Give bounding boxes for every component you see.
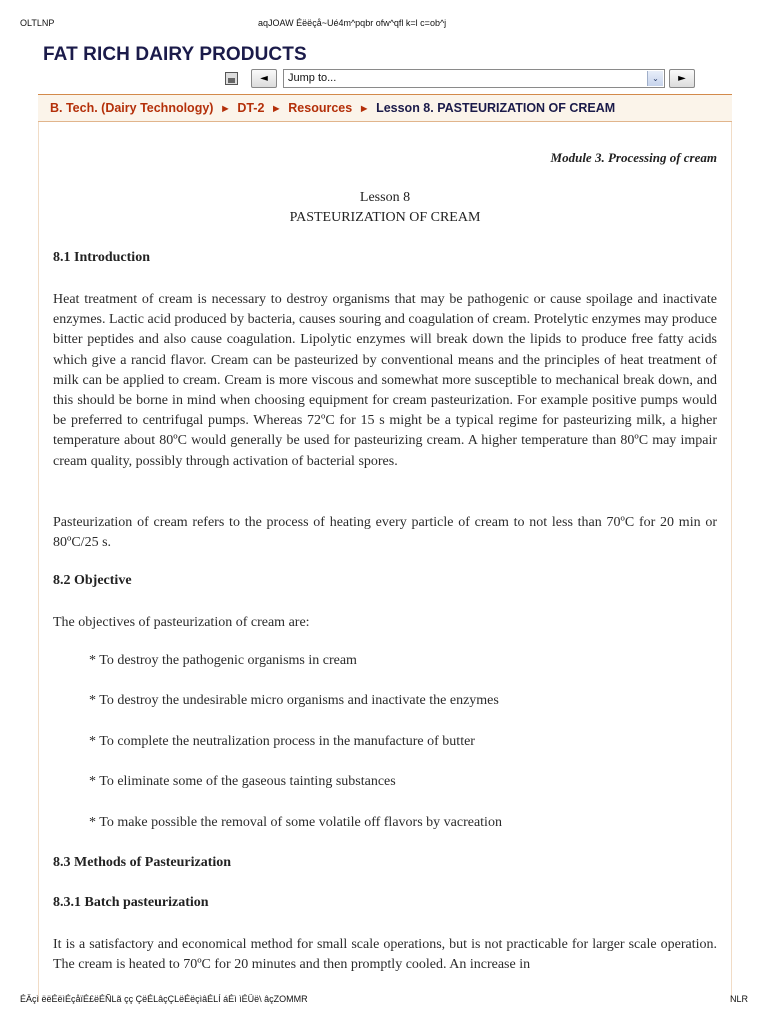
objective-item: * To destroy the undesirable micro organisms and inactivate the enzymes	[89, 693, 499, 708]
objective-item: * To destroy the pathogenic organisms in cream	[89, 653, 357, 668]
section-heading-batch: 8.3.1 Batch pasteurization	[53, 895, 209, 910]
breadcrumb-item-dt2[interactable]: DT-2	[237, 101, 265, 115]
breadcrumb-current: Lesson 8. PASTEURIZATION OF CREAM	[376, 101, 616, 115]
previous-button[interactable]: ◄	[251, 69, 277, 88]
definition-paragraph: Pasteurization of cream refers to the process of heating every particle of cream to not less than 70ºC for 20 min or 80ºC/25 s.	[53, 515, 717, 551]
jump-to-select[interactable]	[283, 69, 665, 88]
jump-to-value: Jump to...	[288, 72, 337, 84]
save-icon[interactable]	[225, 72, 238, 85]
module-label: Module 3. Processing of cream	[550, 150, 717, 165]
breadcrumb	[38, 94, 732, 122]
section-heading-introduction: 8.1 Introduction	[53, 250, 150, 265]
objective-item: * To eliminate some of the gaseous tainting substances	[89, 774, 396, 789]
section-heading-methods: 8.3 Methods of Pasteurization	[53, 855, 232, 870]
pdf-header-line	[20, 18, 748, 32]
breadcrumb-separator-icon: ►	[358, 103, 370, 115]
lesson-title: PASTEURIZATION OF CREAM	[289, 210, 481, 225]
pdf-footer-line	[20, 994, 748, 1008]
footer-page-number: NLR	[729, 994, 748, 1004]
breadcrumb-separator-icon: ►	[219, 103, 231, 115]
navigation-bar	[0, 68, 768, 90]
objective-intro: The objectives of pasteurization of cream are:	[53, 615, 310, 630]
site-title[interactable]: FAT RICH DAIRY PRODUCTS	[43, 44, 307, 65]
batch-paragraph: It is a satisfactory and economical method for small scale operations, but is not practicable for larger scale operation. The cream is heated to 70ºC for 20 minutes and then promptly cooled. An increase in	[53, 937, 717, 973]
objective-item: * To make possible the removal of some volatile off flavors by vacreation	[89, 815, 502, 830]
header-title: aqJOAW Éëëçå~Ué4m^pqbr ofw^qfl k=l c=ob^j	[258, 18, 447, 28]
next-button[interactable]: ►	[669, 69, 695, 88]
breadcrumb-item-resources[interactable]: Resources	[288, 101, 353, 115]
section-heading-objective: 8.2 Objective	[53, 573, 132, 588]
lesson-heading	[53, 188, 717, 228]
page-number: OLTLNP	[20, 18, 55, 28]
chevron-down-icon[interactable]: ⌄	[647, 71, 663, 86]
objective-item: * To complete the neutralization process in the manufacture of butter	[89, 734, 475, 749]
footer-url: ÉÄçì ëëÉëìÉçåïÉ£ëÉÑLã çç ÇëÉLâçÇLëÉëçìâÉLÍ áÉì ìÉÜë\ âçZOMMR	[20, 994, 308, 1004]
breadcrumb-item-course[interactable]: B. Tech. (Dairy Technology)	[50, 101, 214, 115]
lesson-number: Lesson 8	[359, 190, 411, 205]
introduction-paragraph: Heat treatment of cream is necessary to destroy organisms that may be pathogenic or cause spoilage and inactivate enzymes. Lactic acid produced by bacteria, causes souring and coagulation of cream. Protelytic enzymes may produce bitter peptides and also cause coagulation. Lipolytic enzymes will break down the lipids to produce free fatty acids which give a rancid flavor. Cream can be pasteurized by conventional means and the principles of heat treatment of milk can be applied to cream. Cream is more viscous and somewhat more susceptible to mechanical break down, and this should be borne in mind when choosing equipment for cream pasteurization. For example positive pumps would be preferred to centrifugal pumps. Whereas 72ºC for 15 s might be a typical regime for pasteurizing milk, a higher temperature about 80ºC would generally be used for pasteurizing cream. A higher temperature than 80ºC may impair cream quality, possibly through activation of bacterial spores.	[53, 292, 717, 469]
breadcrumb-separator-icon: ►	[270, 103, 282, 115]
